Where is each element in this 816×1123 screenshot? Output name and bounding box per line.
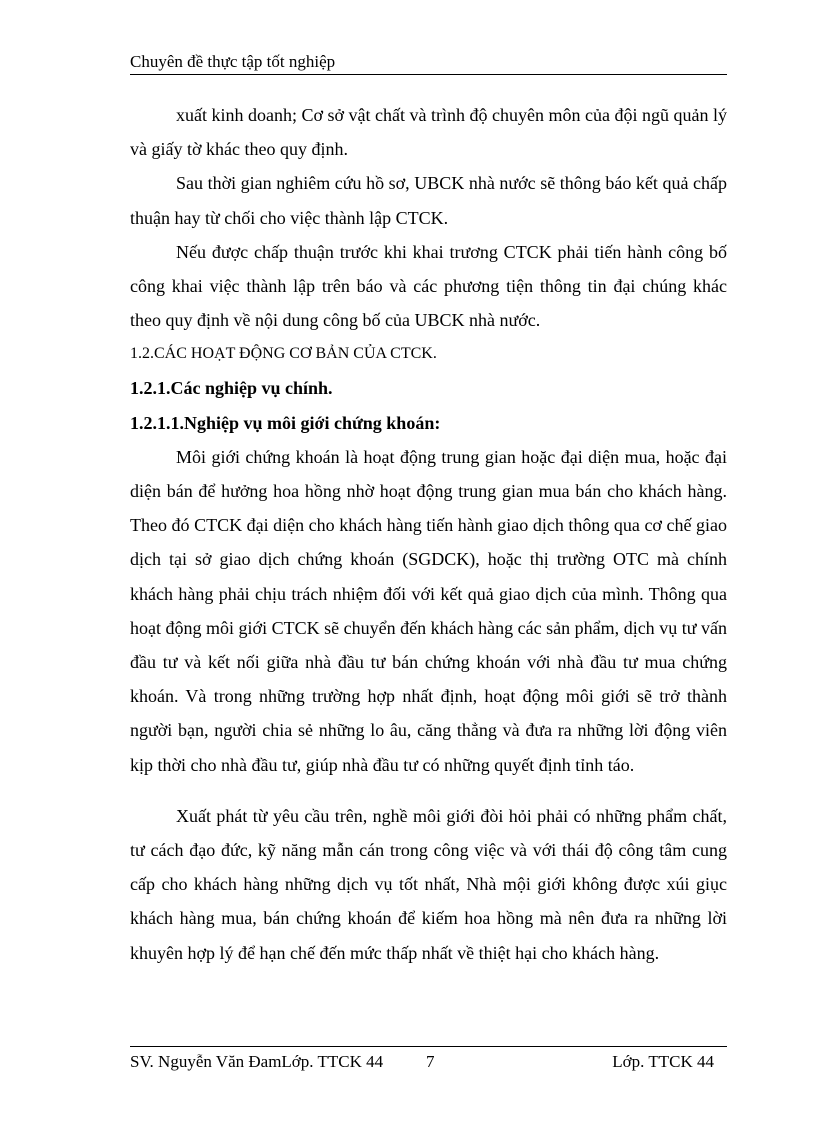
paragraph-4: Môi giới chứng khoán là hoạt động trung gian hoặc đại diện mua, hoặc đại diện bán để hưởng hoa hồng nhờ hoạt động trung gian mua bán cho khách hàng. Theo đó CTCK đại diện cho khách hàng tiến hành giao dịch thông qua cơ chế giao dịch tại sở giao dịch chứng khoán (SGDCK), hoặc thị trường OTC mà chính khách hàng phải chịu trách nhiệm đối với kết quả giao dịch của mình. Thông qua hoạt động môi giới CTCK sẽ chuyển đến khách hàng các sản phẩm, dịch vụ tư vấn đầu tư và kết nối giữa nhà đầu tư bán chứng khoán với nhà đầu tư mua chứng khoán. Và trong những trường hợp nhất định, hoạt động môi giới sẽ trở thành người bạn, người chia sẻ những lo âu, căng thẳng và đưa ra những lời động viên kịp thời cho nhà đầu tư, giúp nhà đầu tư có những quyết định tỉnh táo. (130, 446, 727, 775)
subsubsection-heading: 1.2.1.1.Nghiệp vụ môi giới chứng khoán: (130, 412, 441, 433)
footer-author: SV. Nguyễn Văn ĐamLớp. TTCK 44 (130, 1052, 384, 1071)
paragraph-2: Sau thời gian nghiêm cứu hồ sơ, UBCK nhà nước sẽ thông báo kết quả chấp thuận hay từ chối cho việc thành lập CTCK. (130, 173, 727, 228)
paragraph-3: Nếu được chấp thuận trước khi khai trương CTCK phải tiến hành công bố công khai việc thành lập trên báo và các phương tiện thông tin đại chúng khác theo quy định về nội dung công bố của UBCK nhà nước. (130, 241, 727, 331)
paragraph-1: xuất kinh doanh; Cơ sở vật chất và trình độ chuyên môn của đội ngũ quản lý và giấy tờ khác theo quy định. (130, 105, 727, 160)
document-body (130, 98, 727, 970)
paragraph-5: Xuất phát từ yêu cầu trên, nghề môi giới đòi hỏi phải có những phẩm chất, tư cách đạo đức, kỹ năng mẫn cán trong công việc và với thái độ công tâm cung cấp cho khách hàng những dịch vụ tốt nhất, Nhà mội giới không được xúi giục khách hàng mua, bán chứng khoán để kiếm hoa hồng mà nên đưa ra những lời khuyên hợp lý để hạn chế đến mức thấp nhất về thiệt hại cho khách hàng. (130, 805, 727, 963)
subsection-heading: 1.2.1.Các nghiệp vụ chính. (130, 378, 333, 399)
footer-class: Lớp. TTCK 44 (612, 1052, 714, 1071)
section-heading: 1.2.CÁC HOẠT ĐỘNG CƠ BẢN CỦA CTCK. (130, 345, 437, 363)
page-header (130, 51, 727, 75)
header-title: Chuyên đề thực tập tốt nghiệp (130, 52, 336, 71)
page-footer (130, 1046, 727, 1071)
page-number: 7 (426, 1052, 435, 1071)
